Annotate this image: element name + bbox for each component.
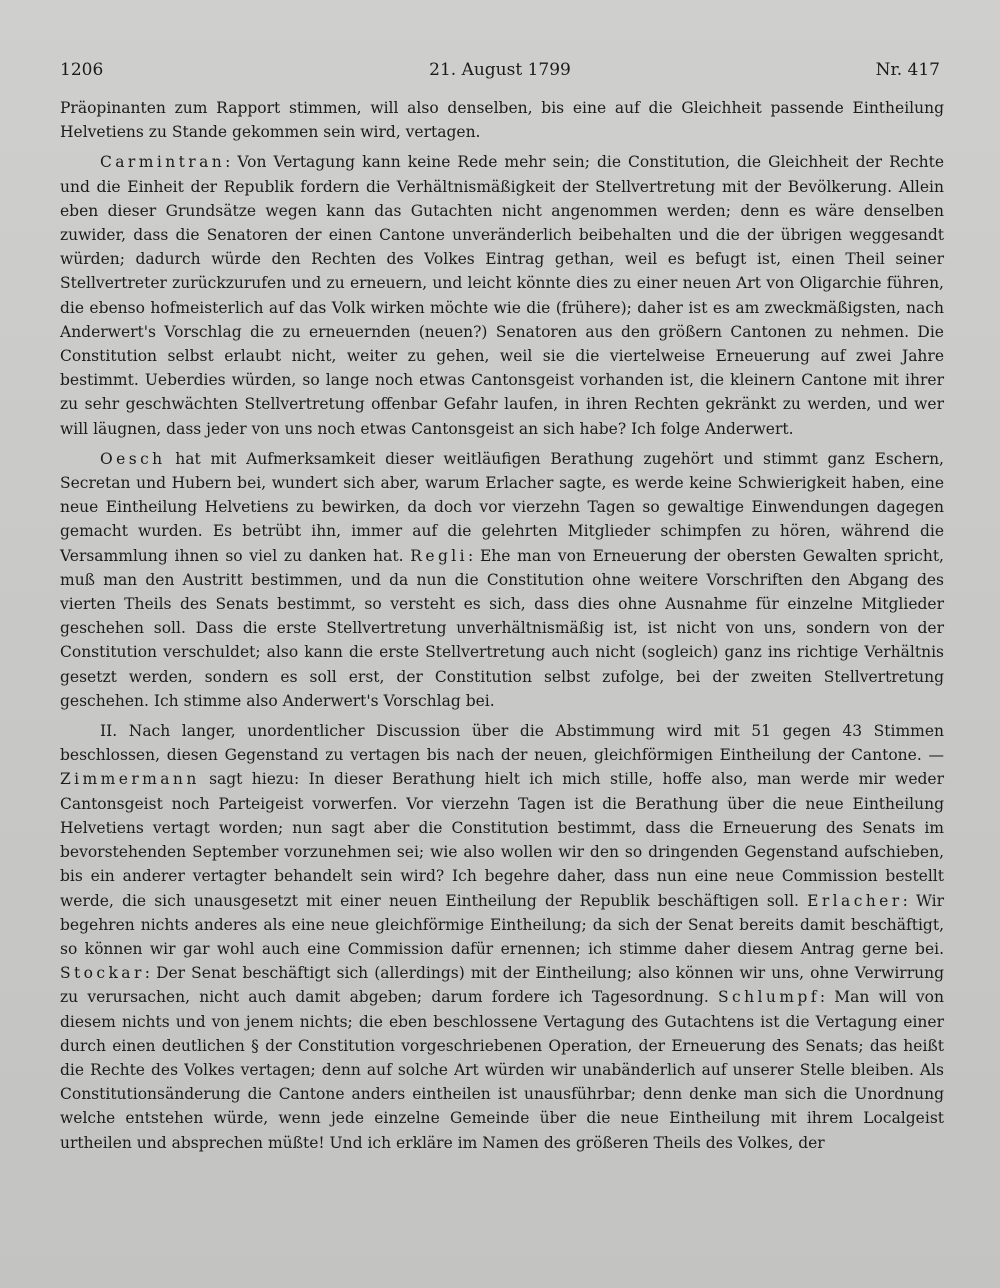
body-text bbox=[60, 96, 944, 1161]
page-number: 1206 bbox=[60, 60, 104, 80]
speaker-name: Schlumpf bbox=[718, 988, 820, 1007]
paragraph-text: : Wir begehren nichts anderes als eine neue gleichförmige Eintheilung; da sich der Senat bereits damit beschäftigt, so können wir gar wohl auch eine Commission dafür ernennen; ich stimme daher diesem Antrag gerne bei. bbox=[60, 891, 944, 958]
speaker-name: Erlacher bbox=[807, 891, 903, 910]
paragraph bbox=[60, 719, 944, 1155]
paragraph bbox=[60, 150, 944, 440]
issue-number: Nr. 417 bbox=[875, 60, 940, 80]
header-date: 21. August 1799 bbox=[429, 60, 571, 80]
paragraph-text: II. Nach langer, unordentlicher Discussion über die Abstimmung wird mit 51 gegen 43 Stimmen beschlossen, diesen Gegenstand zu vertagen bis nach der neuen, gleichförmigen Eintheilung der Cantone. — bbox=[60, 722, 944, 765]
paragraph-text: Präopinanten zum Rapport stimmen, will also denselben, bis eine auf die Gleichheit passende Eintheilung Helvetiens zu Stande gekommen sein wird, vertagen. bbox=[60, 99, 944, 142]
paragraph-text: : Man will von diesem nichts und von jenem nichts; die eben beschlossene Vertagung des Gutachtens ist die Vertagung einer durch einen deutlichen § der Constitution vorgeschriebenen Operation, der Erneuerung des Senats; das heißt die Rechte des Volkes vertagen; denn auf solche Art würden wir unabänderlich auf unserer Stelle bleiben. Als Constitutionsänderung die Cantone anders eintheilen ist unausführbar; denn denke man sich die Unordnung welche entstehen würde, wenn jede einzelne Gemeinde über die neue Eintheilung mit ihrem Localgeist urtheilen und absprechen müßte! Und ich erkläre im Namen des größeren Theils des Volkes, der bbox=[60, 988, 944, 1152]
paragraph-text: : Von Vertagung kann keine Rede mehr sein; die Constitution, die Gleichheit der Rechte und die Einheit der Republik fordern die Verhältnismäßigkeit der Stellvertretung mit der Bevölkerung. Allein eben dieser Grundsätze wegen kann das Gutachten nicht angenommen werden; denn es wäre denselben zuwider, dass die Senatoren der einen Cantone unveränderlich beibehalten und die der übrigen weggesandt würden; dadurch würde den Rechten des Volkes Eintrag gethan, weil es befugt ist, einen Theil seiner Stellvertreter zurückzurufen und zu erneuern, und leicht könnte dies zu einer neuen Art von Oligarchie führen, die ebenso hofmeisterlich auf das Volk wirken möchte wie die (frühere); daher ist es am zweckmäßigsten, nach Anderwert's Vorschlag die zu erneuernden (neuen?) Senatoren aus den größern Cantonen zu nehmen. Die Constitution selbst erlaubt nicht, weiter zu gehen, weil sie die viertelweise Erneuerung auf zwei Jahre bestimmt. Ueberdies würden, so lange noch etwas Cantonsgeist vorhanden ist, die kleinern Cantone mit ihrer zu sehr geschwächten Stellvertretung offenbar Gefahr laufen, in ihren Rechten gekränkt zu werden, und wer will läugnen, dass jeder von uns noch etwas Cantonsgeist an sich habe? Ich folge Anderwert. bbox=[60, 153, 944, 438]
paragraph-text: : Der Senat beschäftigt sich (allerdings) mit der Eintheilung; also können wir uns, ohne Verwirrung zu verursachen, nicht auch damit abgeben; darum fordere ich Tagesordnung. bbox=[60, 964, 944, 1007]
speaker-name: Oesch bbox=[100, 449, 166, 468]
speaker-name: Zimmermann bbox=[60, 770, 200, 789]
page-header bbox=[60, 60, 940, 88]
paragraph-text: sagt hiezu: In dieser Berathung hielt ich mich stille, hoffe also, man werde mir weder Cantonsgeist noch Parteigeist vorwerfen. Vor vierzehn Tagen ist die Berathung über die neue Eintheilung Helvetiens vertagt worden; nun sagt aber die Constitution bestimmt, dass die Erneuerung des Senats im bevorstehenden September vorzunehmen sei; wie also wollen wir den so dringenden Gegenstand aufschieben, bis ein anderer vertagter behandelt sein wird? Ich begehre daher, dass nun eine neue Commission bestellt werde, die sich unausgesetzt mit einer neuen Eintheilung der Republik beschäftigen soll. bbox=[60, 770, 944, 910]
paragraph bbox=[60, 96, 944, 144]
speaker-name: Regli bbox=[410, 546, 469, 565]
paragraph-text: hat mit Aufmerksamkeit dieser weitläufigen Berathung zugehört und stimmt ganz Eschern, Secretan und Hubern bei, wundert sich aber, warum Erlacher sagte, es werde keine Schwierigkeit haben, eine neue Eintheilung Helvetiens zu bewirken, da doch vor vierzehn Tagen so gewaltige Einwendungen dagegen gemacht wurden. Es betrübt ihn, immer auf die gelehrten Mitglieder schimpfen zu hören, während die Versammlung ihnen so viel zu danken hat. bbox=[60, 449, 944, 565]
speaker-name: Carmintran bbox=[100, 153, 226, 172]
paragraph-text: : Ehe man von Erneuerung der obersten Gewalten spricht, muß man den Austritt bestimmen, und da nun die Constitution ohne weitere Vorschriften den Abgang des vierten Theils des Senats bestimmt, so versteht es sich, dass dies ohne Ausnahme für einzelne Mitglieder geschehen soll. Dass die erste Stellvertretung unverhältnismäßig ist, ist nicht von uns, sondern von der Constitution verschuldet; also kann die erste Stellvertretung auch nicht (sogleich) ganz ins richtige Verhältnis gesetzt werden, sondern es soll erst, der Constitution selbst zufolge, bei der zweiten Stellvertretung geschehen. Ich stimme also Anderwert's Vorschlag bei. bbox=[60, 546, 944, 710]
speaker-name: Stockar bbox=[60, 964, 145, 983]
paragraph bbox=[60, 447, 944, 713]
